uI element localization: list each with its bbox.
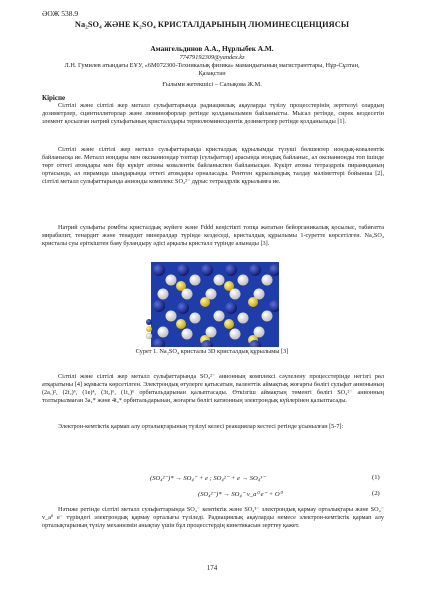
equation-1-number: (1) [372,474,380,481]
paragraph-6: Нәтиже ретінде сілтілі металл сульфаттарында SO₄⁻ кемтіктік және SO₄³⁻ электрондық қармау орталықтары және SO₄⁻ v_a⁰ e⁻ түріндегі электрондық қармау орталығы түзіледі. Радиациялық ақауларды немесе электрон-кемтіктік қармап алу орталықтарының түзілу механизмін анықтау үшін бұл процесстердің кинетикасын зерттеу қажет. [42,506,384,530]
intro-heading: Кіріспе [42,94,66,102]
paper-title: Na₂SO₄ ЖӘНЕ K₂SO₄ КРИСТАЛДАРЫНЫҢ ЛЮМИНЕСЦЕНЦИЯСЫ [74,20,350,29]
email-link[interactable]: 77479192309@yandex.kz [179,54,245,61]
atom-legend [146,319,152,339]
authors: Амангельдинов А.А., Нұрлыбек А.М. [150,44,274,53]
supervisor: Ғылыми жетекшісі – Салықова Ж.М. [162,81,262,88]
equation-2-number: (2) [372,490,380,497]
equation-1: (SO₄²⁻)* → SO₄⁻ + e ; SO₄²⁻ + e → SO₄³⁻ [150,475,266,482]
paragraph-1: Сілтілі және сілтілі жер металл сульфаттарында радиациялық ақауларды түзілу процесстерінің зерттелуі олардың дозиметрлер, сцинтилляторлар және люминофорлар ретінде қолданылымен байланысты. Мысал ретінде, сирек кездесетін элемент қосылған натрий сульфатының кристаллдары термолюминесцентік дозиметрлер ретінде қолданылады [1]. [42,102,384,126]
affiliation: Л.Н. Гумилев атындағы ЕҰУ, «6М072300-Техникалық физика» мамандығының магистранттары, Нұр-Сұлтан, Қазақстан [64,62,360,78]
paragraph-3: Натрий сульфаты ромбты кристалдық жүйеге және Fddd кеңістікті топқа жататын бейорганикалық қосылыс, табиғатта мирабилит, тенардит және тенардит минералдар түрінде кездеседі, кристалдық құрылымы 1-суретте көрсетілген. Na₂SO₄ кристалы суы еріткіштен баяу буландыру әдісі арқылы кристалл түрінде алынады [3]. [42,224,384,248]
equation-2: (SO₄²⁻)* → SO₄⁻ v_a⁰ e⁻ + O⁰ [198,491,283,498]
figure-caption: Сурет 1. Na₂SO₄ кристалы 3D кристалдық құрылымы [3] [135,348,289,355]
page-number: 174 [206,564,218,572]
udk-code: ӘОЖ 538.9 [42,9,79,18]
paragraph-4: Сілтілі және сілтілі жер металл сульфаттарында SO₄²⁻ анионның комплексі сәулелену процесстерінде негізгі рөл атқаратыны [4] жұмыста көрсетілген. Электрондық өтулерге қатысатын, валенттік аймақтық жоғарғы бөлігі сульфат анионының (2a₁)², (2t₂)⁶, (1e)⁴, (3t₂)⁶, (1t₁)⁶ орбитальдарынан қалыптасады. Өткізгіш аймақтың төменгі бөлігі SO₄²⁻ анионның толтырылмаған 3a₁* және 4t₂* орбитальдарынан, жоғарғы бөлігі катионның электрондық күйлерінен қалыптасады. [42,373,384,405]
paragraph-5: Электрон-кемтіктік қармап алу орталықтарының түзілуі келесі реакциялар кестесі ретінде ұсынылған [5-7]: [58,423,344,430]
crystal-structure-figure [145,262,279,347]
paragraph-2: Сілтілі және сілтілі жер металл сульфаттарында кристалдық құрылымды түзуші бөлшектер иондық-ковалентік байланысқа ие. Металл иондары мен оксианиондар топтар (сульфаттар) арасында иондық байланыс, ал оксианионды топ ішінде төрт оттегі атомдары мен бір күкірт атомы ковалентік байланыспен байланысқан. Күкірт атомы тетраэдрлік пирамиданың ортасында, ал пирамида шыңдарында оттегі атомдары орналасады. Рентген құрылымдық талдау мәліметтері бойынша [2], сілтілі металл сульфаттарында анионды комплекс SO₄²⁻ дұрыс тетраэдрлік құрылымға ие. [42,146,384,186]
